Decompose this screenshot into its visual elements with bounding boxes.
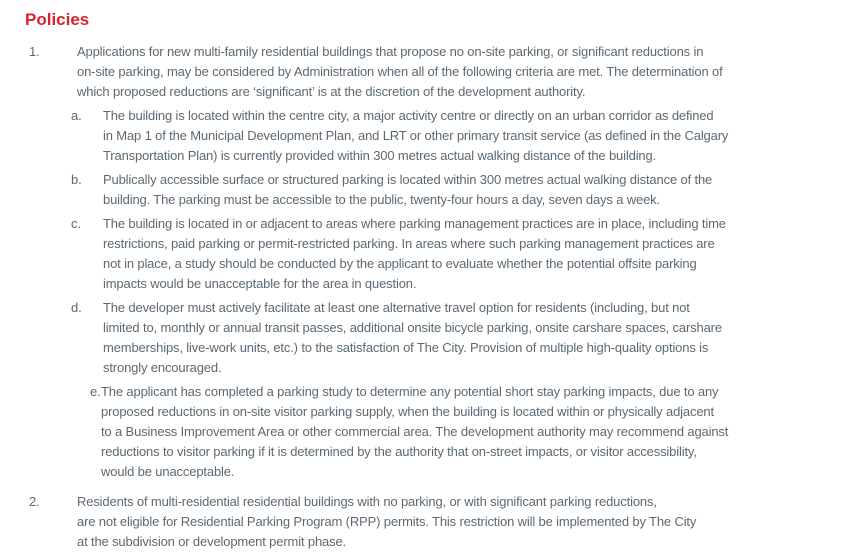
- text-line: proposed reductions in on-site visitor parking supply, when the building is located within or physically adjacent: [101, 404, 714, 419]
- text-line: Publically accessible surface or structured parking is located within 300 metres actual walking distance of the: [103, 172, 713, 187]
- policy-item-body: [71, 42, 848, 482]
- text-line: Applications for new multi-family residential buildings that propose no on-site parking, or significant reductions in: [77, 44, 704, 59]
- policy-subitem-body: [103, 298, 848, 378]
- policy-subitem-letter: d.: [71, 300, 82, 315]
- policy-subitem-letter: a.: [71, 108, 82, 123]
- text-line: The building is located in or adjacent to areas where parking management practices are in place, including time: [103, 216, 726, 231]
- page-title: Policies: [25, 10, 90, 29]
- text-line: would be unacceptable.: [101, 464, 235, 479]
- text-line: impacts would be unacceptable for the area in question.: [103, 276, 417, 291]
- policy-subitem-body: [103, 106, 848, 166]
- text-line: The developer must actively facilitate at least one alternative travel option for residents (including, but not: [103, 300, 690, 315]
- policy-subitem-d: [71, 298, 848, 378]
- policy-subitem-letter: b.: [71, 172, 82, 187]
- text-line: are not eligible for Residential Parking Program (RPP) permits. This restriction will be implemented by The City: [77, 514, 697, 529]
- text-line: reductions to visitor parking if it is determined by the authority that on-street impacts, or visitor accessibility,: [101, 444, 697, 459]
- text-line: strongly encouraged.: [103, 360, 222, 375]
- text-line: The building is located within the centre city, a major activity centre or directly on an urban corridor as defined: [103, 108, 714, 123]
- text-line: to a Business Improvement Area or other commercial area. The development authority may recommend against: [101, 424, 729, 439]
- policy-item-number: 1.: [29, 44, 40, 59]
- text-line: building. The parking must be accessible to the public, twenty-four hours a day, seven days a week.: [103, 192, 660, 207]
- text-line: restrictions, paid parking or permit-restricted parking. In areas where such parking management practices are: [103, 236, 715, 251]
- text-line: Residents of multi-residential residential buildings with no parking, or with significant parking reductions,: [77, 494, 657, 509]
- policy-subitem-a: [71, 106, 848, 166]
- text-line: which proposed reductions are ‘significant’ is at the discretion of the development authority.: [77, 84, 586, 99]
- policy-subitem-b: [71, 170, 848, 210]
- text-line: limited to, monthly or annual transit passes, additional onsite bicycle parking, onsite carshare spaces, carshare: [103, 320, 722, 335]
- policy-subitem-letter: e.: [90, 384, 101, 399]
- policy-item-1: [0, 42, 848, 482]
- policy-subitem-e: [90, 382, 848, 482]
- text-line: in Map 1 of the Municipal Development Plan, and LRT or other primary transit service (as defined in the Calgary: [103, 128, 729, 143]
- policy-item-body: [77, 492, 848, 552]
- text-line: [90, 382, 848, 402]
- text-line: Transportation Plan) is currently provided within 300 metres actual walking distance of the building.: [103, 148, 657, 163]
- text-line-content: The applicant has completed a parking study to determine any potential short stay parking impacts, due to any: [101, 384, 719, 399]
- policy-subitem-c: [71, 214, 848, 294]
- policy-subitem-body: [103, 214, 848, 294]
- policy-list: [0, 42, 848, 552]
- text-line: not in place, a study should be conducted by the applicant to evaluate whether the potential offsite parking: [103, 256, 697, 271]
- policy-subitem-list: [71, 106, 848, 482]
- text-line: memberships, live-work units, etc.) to the satisfaction of The City. Provision of multiple high-quality options is: [103, 340, 709, 355]
- text-line: on-site parking, may be considered by Administration when all of the following criteria are met. The determination of: [77, 64, 723, 79]
- text-line: at the subdivision or development permit phase.: [77, 534, 346, 549]
- policy-subitem-letter: c.: [71, 216, 81, 231]
- policy-item-number: 2.: [29, 494, 40, 509]
- policy-subitem-body: [103, 170, 848, 210]
- policy-item-2: [0, 492, 848, 552]
